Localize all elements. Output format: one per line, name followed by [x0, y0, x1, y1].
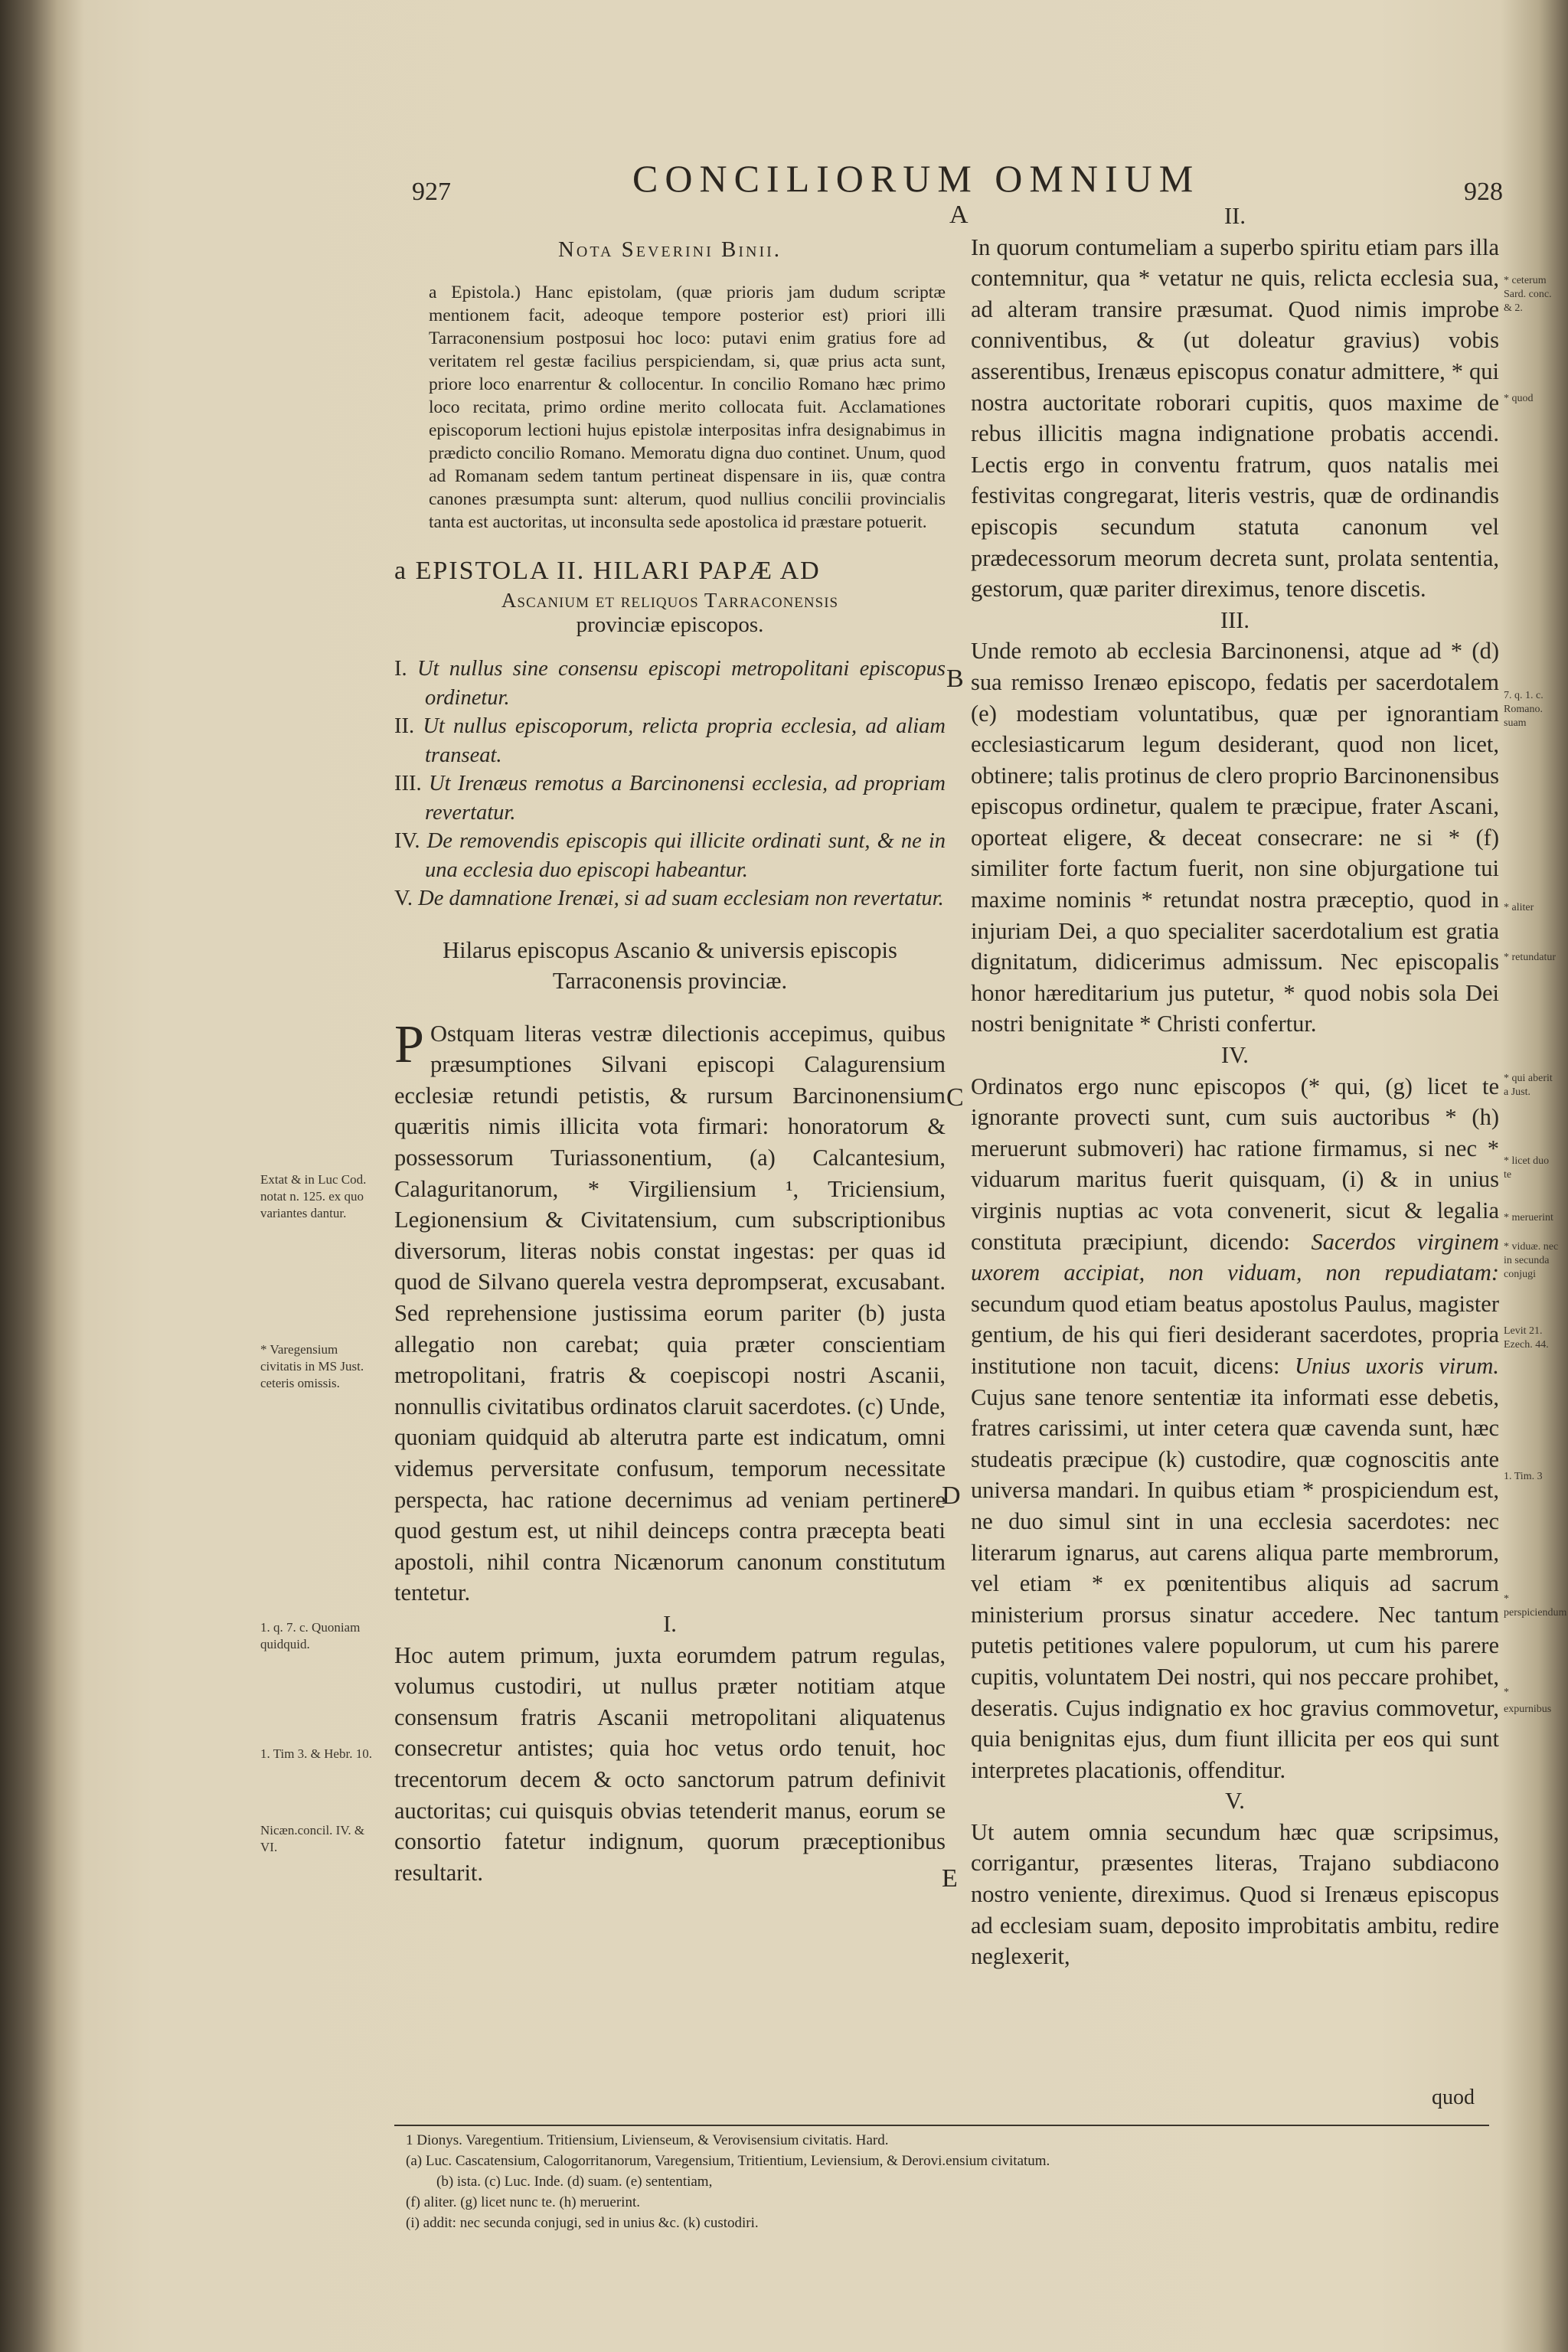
- capitulum-num: V.: [394, 887, 413, 910]
- running-title: CONCILIORUM OMNIUM: [632, 157, 1200, 200]
- capitulum-3: [394, 769, 946, 827]
- margin-note-right-5: * retundatur: [1504, 952, 1557, 963]
- section-letter-e: E: [942, 1864, 958, 1893]
- footnote-4: (f) aliter. (g) licet nunc te. (h) meruerint.: [406, 2194, 640, 2210]
- epistola-subtitle-2: provinciæ episcopos.: [576, 612, 764, 637]
- letter-body-1-text: Ostquam literas vestræ dilectionis accepimus, quibus præsumptiones Silvani episcopi Calagurensium ecclesiæ retundi petistis, & rursum Barcinonensium quæritis nimis illicita vota firmari: honoratorum & possessorum Turiassonentium, (a) Calcantesium, Calaguritanorum, * Virgiliensium ¹, Triciensium, Legionensium & Civitatensium, cum subscriptionibus diversorum, literas nobis constat ingestas: per quas id quod de Silvano querela vestra deprompserat, excusabant. Sed reprehensione justissima eorum pariter (b) justa allegatio non carebat; quia præter conscientiam metropolitani, fratris & coepiscopi nostri Ascanii, nonnullis civitatibus ordinatos claruit sacerdotes. (c) Unde, quoniam quidquid ab alterutra parte est indicatum, omni videmus perversitate confusum, temporum necessitate perspecta, hac ratione decernimus ad veniam pertinere quod gestum est, ut nihil deinceps contra præcepta beati apostoli, nihil contra Nicænorum canonum constitutum tentetur.: [394, 1020, 946, 1606]
- chapter-2-text: In quorum contumeliam a superbo spiritu etiam pars illa contemnitur, qua * vetatur ne quis, relicta ecclesia sua, ad alteram transire præsumat. Quod nimis improbe conniventibus, & (ut doleatur gravius) vobis asserentibus, Irenæus episcopus conatur admittere, * qui nostra auctoritate roborari cupitis, quos maxime de rebus illicitis magna indignatione probatis accendi. Lectis ergo in conventu fratrum, quos natalis mei festivitas congregarat, literis vestris, quæ de ordinandis episcopis secundum statuta canonum vel prædecessorum meorum decreta sunt, prolata sententia, gestorum, quæ pariter direximus, tenore discetis.: [971, 234, 1499, 603]
- chapter-3-text: Unde remoto ab ecclesia Barcinonensi, atque ad * (d) sua remisso Irenæo episcopo, fedatis per sacerdotalem (e) modestiam voluntatibus, quæ per ignorantiam ecclesiasticarum legum desiderant, quod non licet, obtinere; talis protinus de clero proprio Barcinonensibus episcopus ordinetur, qualem te præcipue, frater Ascani, oporteat eligere, & deceat consecrare: ne si * (f) similiter forte factum fuerit, non sine objurgatione tui maxime nominis * retundat nostra præceptio, quod in injuriam Dei, a quo specialiter sacerdotalium est gratia dignitatum, didicerimus admissum. Nec episcopalis honor hæreditarium jus putetur, * quod nobis sola Dei nostri benignitate * Christi confertur.: [971, 638, 1499, 1037]
- margin-note-right-4: * aliter: [1504, 902, 1534, 913]
- footnote-1: 1 Dionys. Varegentium. Tritiensium, Livienseum, & Verovisensium civitatis. Hard.: [406, 2132, 889, 2148]
- capitulum-num: I.: [394, 657, 407, 681]
- margin-note-right-6: * qui aberit a Just.: [1504, 1073, 1553, 1098]
- capitulum-2: [394, 712, 946, 769]
- margin-note-left-4: 1. Tim 3. & Hebr. 10.: [260, 1746, 372, 1761]
- margin-note-right-1: * ceterum Sard. conc. & 2.: [1504, 275, 1552, 314]
- page-number-left: 927: [412, 178, 451, 206]
- margin-note-right-7: * licet duo te: [1504, 1155, 1550, 1181]
- section-letter-c: C: [946, 1083, 964, 1112]
- capitulum-text: Ut Irenæus remotus a Barcinonensi ecclesia, ad propriam revertatur.: [425, 772, 946, 825]
- footnote-5: (i) addit: nec secunda conjugi, sed in unius &c. (k) custodiri.: [406, 2215, 759, 2231]
- capitulum-4: [394, 827, 946, 884]
- epistola-subtitle-1: Ascanium et reliquos Tarraconensis: [501, 589, 839, 612]
- capitulum-text: Ut nullus episcoporum, relicta propria ecclesia, ad aliam transeat.: [423, 714, 946, 767]
- margin-note-right-13: * expurnibus: [1504, 1687, 1552, 1715]
- margin-note-right-11: 1. Tim. 3: [1504, 1471, 1543, 1482]
- chapter-1-text: Hoc autem primum, juxta eorumdem patrum regulas, volumus custodiri, ut nullus præter notitiam atque consensum fratris Ascanii metropolitani aliquatenus consecretur antistes; quia hoc vetus ordo tenuit, hoc trecentorum decem & octo sanctorum patrum definivit auctoritas; cui quisquis obvias tetenderit manus, eorum se consortio fatetur indignum, quorum præceptionibus resultarit.: [394, 1642, 946, 1886]
- nota-text: a Epistola.) Hanc epistolam, (quæ prioris jam dudum scriptæ mentionem facit, adeoque tempore posterior est) priori illi Tarraconensium postposui hoc loco: putavi enim gratius fore ad veritatem rel gestæ facilius perspiciendam, si, quæ prius acta sunt, priore loco enarrentur & collocentur. In concilio Romano hæc primo loco recitata, primo ordine merito collocata fuit. Acclamationes episcoporum lectioni hujus epistolæ interpositas infra designabimus in prædicto concilio Romano. Memoratu digna duo continet. Unum, quod ad Romanam sedem tantum pertineat dispensare in iis, quæ contra canones præsumpta sunt: alterum, quod nullius concilii provincialis tanta est auctoritas, ut inconsulta sede apostolica id præstare potuerit.: [429, 283, 946, 532]
- section-letter-d: D: [942, 1481, 961, 1510]
- footnote-rule: [394, 2125, 1489, 2126]
- capitulum-num: III.: [394, 772, 422, 795]
- scripture-quote-1: Sacerdos virginem uxorem accipiat, non viduam, non repudiatam:: [971, 1228, 1500, 1286]
- margin-note-right-12: * perspiciendum: [1504, 1593, 1567, 1619]
- capitulum-text: De removendis episcopis qui illicite ordinati sunt, & ne in una ecclesia duo episcopi habeantur.: [425, 829, 946, 882]
- salutation: Hilarus episcopus Ascanio & universis episcopis Tarraconensis provinciæ.: [443, 936, 897, 995]
- nota-title: Nota Severini Binii.: [557, 237, 782, 262]
- left-column: [394, 237, 946, 1888]
- footnotes: [406, 2130, 1493, 2233]
- margin-note-left-1: Extat & in Luc Cod. notat n. 125. ex quo variantes dantur.: [260, 1172, 367, 1220]
- capitulum-num: IV.: [394, 829, 420, 853]
- footnote-2: (a) Luc. Cascatensium, Calogorritanorum, Varegensium, Tritientium, Leviensium, & Derovi.ensium civitatum.: [406, 2153, 1050, 2169]
- chapter-number-5: V.: [1225, 1788, 1245, 1815]
- chapter-4-text: [971, 1071, 1499, 1786]
- margin-note-right-8: * meruerint: [1504, 1212, 1553, 1223]
- margin-note-right-3: 7. q. 1. c. Romano. suam: [1504, 690, 1544, 729]
- chapter-5-text: Ut autem omnia secundum hæc quæ scripsimus, corrigantur, præsentes literas, Trajano subdiacono nostro veniente, direximus. Quod si Irenæus episcopus ad ecclesiam suam, deposito improbitatis ambitu, redire neglexerit,: [971, 1818, 1499, 1970]
- capitulum-text: De damnatione Irenæi, si ad suam ecclesiam non revertatur.: [418, 887, 944, 910]
- capitulum-1: [394, 655, 946, 712]
- section-letter-a: A: [949, 201, 969, 229]
- drop-cap: P: [394, 1014, 424, 1074]
- margin-note-left-5: Nicæn.concil. IV. & VI.: [260, 1823, 365, 1854]
- right-column: [971, 201, 1499, 1972]
- margin-note-right-9: * viduæ. nec in secunda conjugi: [1504, 1241, 1559, 1280]
- capitula-list: [394, 655, 946, 913]
- capitulum-num: II.: [394, 714, 415, 738]
- epistola-title: a EPISTOLA II. HILARI PAPÆ AD: [394, 557, 821, 585]
- footnote-3: (b) ista. (c) Luc. Inde. (d) suam. (e) sententiam,: [436, 2174, 713, 2190]
- chapter-number-1: I.: [663, 1610, 677, 1637]
- margin-note-left-2: * Varegensium civitatis in MS Just. ceteris omissis.: [260, 1342, 364, 1390]
- chapter-4-text-a: Ordinatos ergo nunc episcopos (* qui, (g) licet te ignorante provecti sunt, cum suis auctoribus * (h) meruerunt submoveri) hac ratione firmamus, si nec * viduarum maritus fuerit quisquam, (i) & in unius virginis nuptias ac vota convenerit, sicut & legalia constituta præcipiunt, dicendo:: [971, 1073, 1499, 1255]
- chapter-number-2: II.: [1224, 203, 1246, 229]
- capitulum-text: Ut nullus sine consensu episcopi metropolitani episcopus ordinetur.: [416, 657, 946, 710]
- scripture-quote-2: Unius uxoris virum.: [1294, 1352, 1499, 1379]
- margin-note-left-3: 1. q. 7. c. Quoniam quidquid.: [260, 1620, 361, 1651]
- chapter-number-3: III.: [1220, 606, 1250, 633]
- margin-note-right-2: * quod: [1504, 393, 1534, 404]
- section-letter-b: B: [946, 665, 964, 693]
- chapter-number-4: IV.: [1221, 1042, 1249, 1069]
- page-number-right: 928: [1464, 178, 1503, 206]
- catchword: quod: [1432, 2086, 1475, 2109]
- chapter-4-text-c: Cujus sane tenore sententiæ ita informati esse debetis, fratres carissimi, ut inter cetera quæ cavenda sunt, hæc studeatis præcipue (k) custodire, quæ cognoscitis ante universa mandari. In quibus etiam * prospiciendum est, ne duo simul sint in una ecclesia sacerdotes: nec literarum ignarus, aut carens aliqua parte membrorum, vel etiam * ex pœnitentibus aliquis ad sacrum ministerium prorsus sinatur accedere. Nec tantum putetis petitiones valere populorum, ut cum his parere cupitis, voluntatem Dei nostri, qui nos peccare prohibet, deseratis. Cujus indignatio ex hoc gravius commovetur, quia benignitas ejus, dum fiunt illicita per eos qui sunt interpretes placationis, offenditur.: [971, 1383, 1499, 1783]
- chapter-4-text-b: secundum quod etiam beatus apostolus Paulus, magister gentium, de his qui fieri desiderant sacerdotes, propria institutione non tacuit, dicens:: [971, 1290, 1499, 1379]
- letter-body-1: [394, 1014, 946, 1609]
- capitulum-5: [394, 884, 946, 913]
- margin-note-right-10: Levit 21. Ezech. 44.: [1504, 1325, 1549, 1351]
